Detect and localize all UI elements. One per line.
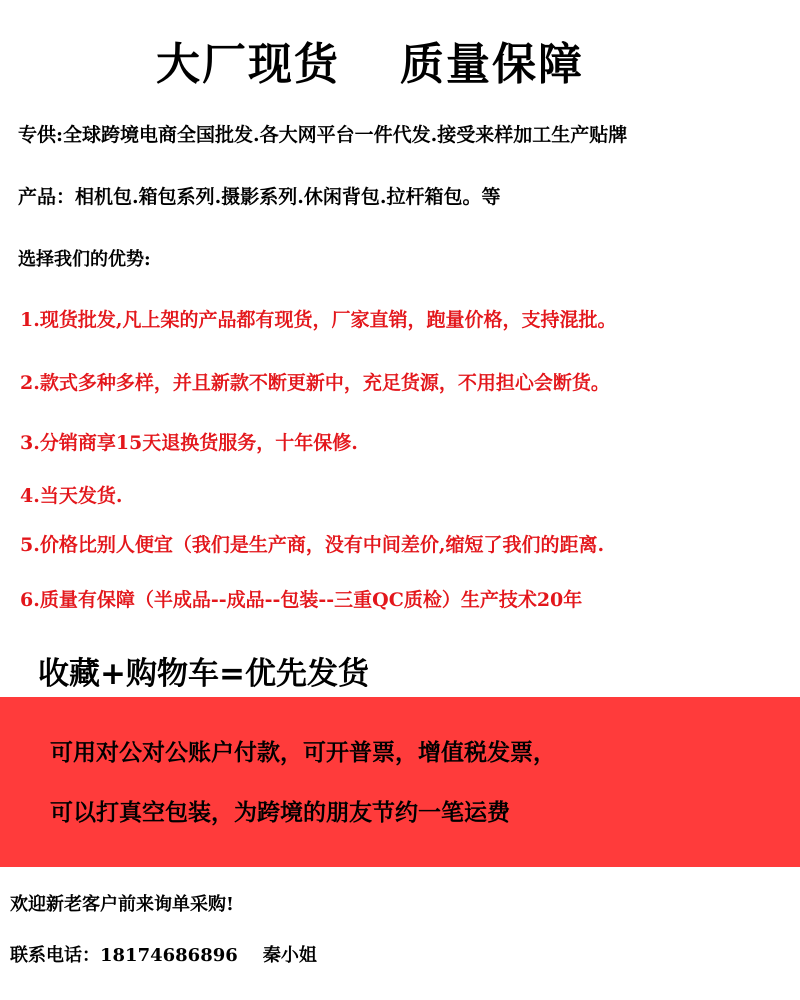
title-part-2: 质量保障 <box>400 39 584 90</box>
payment-banner <box>0 697 800 867</box>
advantage-item-2: 2.款式多种多样，并且新款不断更新中，充足货源，不用担心会断货。 <box>20 372 610 394</box>
packaging-info: 可以打真空包装，为跨境的朋友节约一笔运费 <box>50 799 510 826</box>
product-list: 产品：相机包.箱包系列.摄影系列.休闲背包.拉杆箱包。等 <box>18 186 501 208</box>
advantage-item-6: 6.质量有保障（半成品--成品--包装--三重QC质检）生产技术20年 <box>20 589 583 611</box>
advantages-heading: 选择我们的优势: <box>18 249 151 270</box>
contact-info: 联系电话：18174686896 秦小姐 <box>10 945 317 966</box>
advantage-item-3: 3.分销商享15天退换货服务，十年保修. <box>20 432 358 454</box>
title-part-1: 大厂现货 <box>156 39 340 90</box>
payment-info: 可用对公对公账户付款，可开普票，增值税发票， <box>50 739 556 766</box>
favorite-cart-cta: 收藏+购物车=优先发货 <box>38 656 369 692</box>
advantage-item-1: 1.现货批发,凡上架的产品都有现货，厂家直销，跑量价格，支持混批。 <box>20 309 617 331</box>
supply-statement: 专供:全球跨境电商全国批发.各大网平台一件代发.接受来样加工生产贴牌 <box>18 124 628 146</box>
welcome-text: 欢迎新老客户前来询单采购! <box>10 894 234 915</box>
page-title <box>0 28 740 92</box>
advantage-item-5: 5.价格比别人便宜（我们是生产商，没有中间差价,缩短了我们的距离. <box>20 534 605 556</box>
advantage-item-4: 4.当天发货. <box>20 485 123 507</box>
